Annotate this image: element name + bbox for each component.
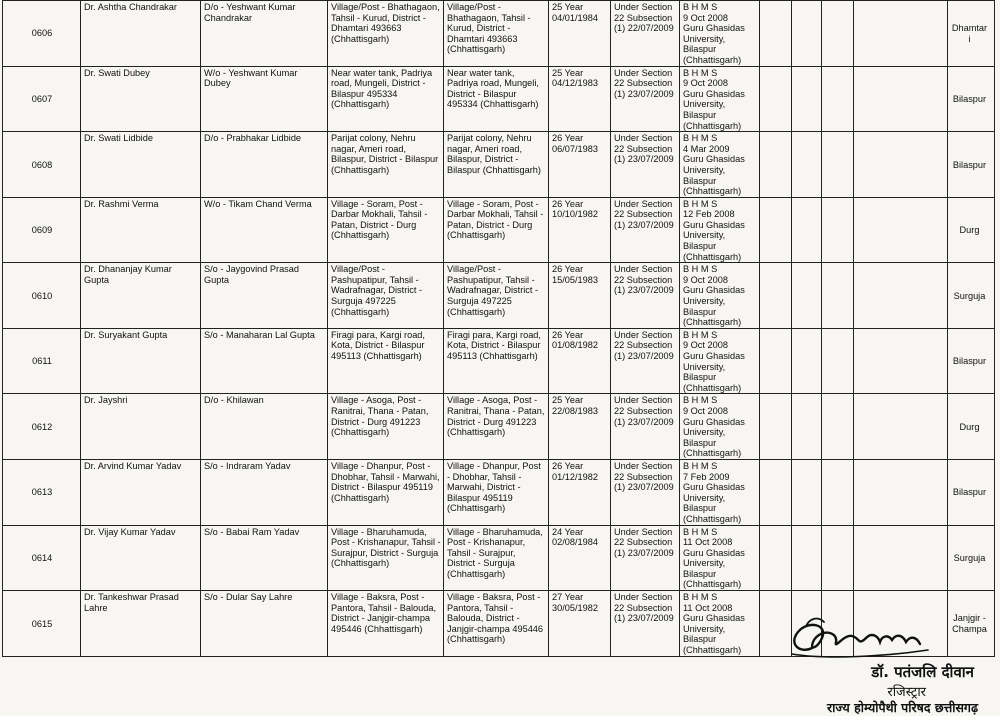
district [948,394,995,460]
age-dob-cell [549,328,611,394]
relation: S/o - Jaygovind Prasad Gupta [201,263,328,329]
present-address: Village/Post - Bhathagaon, Tahsil - Kurud, District - Dhamtari 493663 (Chhattisgarh) [444,1,549,67]
age: 25 Year [552,67,584,78]
qualification-cell [680,1,760,67]
present-address: Village - Dhanpur, Post - Dhobhar, Tahsil - Marwahi, District - Bilaspur 495119 (Chhattisgarh) [444,459,549,525]
university: Guru Ghasidas University, Bilaspur (Chhattisgarh) [683,285,745,328]
relation: W/o - Tikam Chand Verma [201,197,328,263]
blank-cell [854,197,948,263]
table-body [3,1,995,657]
district [948,132,995,198]
district [948,459,995,525]
date-of-birth: 01/08/1982 [552,340,598,351]
blank-cell [760,66,792,132]
qualification-date: 11 Oct 2008 [683,602,733,613]
blank-cell [792,525,822,591]
blank-cell [822,66,854,132]
practitioner-name: Dr. Tankeshwar Prasad Lahre [81,591,201,657]
age-dob-cell [549,197,611,263]
university: Guru Ghasidas University, Bilaspur (Chhattisgarh) [683,154,745,197]
qualification: B H M S [683,526,718,537]
present-address: Village - Soram, Post - Darbar Mokhali, Tahsil - Patan, District - Durg (Chhattisgarh) [444,197,549,263]
blank-cell [822,132,854,198]
blank-cell [854,132,948,198]
serial-number: 0610 [3,263,81,329]
age: 26 Year [552,264,584,275]
registration-section: Under Section 22 Subsection (1) 23/07/2009 [611,132,680,198]
qualification: B H M S [683,133,718,144]
practitioner-name: Dr. Jayshri [81,394,201,460]
serial-number: 0609 [3,197,81,263]
district-name: Durg [959,421,980,432]
table-row [3,66,995,132]
qualification-cell [680,459,760,525]
qualification-cell [680,132,760,198]
registration-section: Under Section 22 Subsection (1) 23/07/2009 [611,66,680,132]
district-name: Bilaspur [952,159,987,170]
qualification-cell [680,263,760,329]
practitioner-name: Dr. Arvind Kumar Yadav [81,459,201,525]
qualification-date: 12 Feb 2008 [683,209,735,220]
qualification: B H M S [683,67,718,78]
practitioner-name: Dr. Rashmi Verma [81,197,201,263]
date-of-birth: 10/10/1982 [552,209,598,220]
blank-cell [822,263,854,329]
table-row [3,459,995,525]
qualification: B H M S [683,264,718,275]
district [948,263,995,329]
serial-number: 0608 [3,132,81,198]
district-name: Bilaspur [952,487,987,498]
university: Guru Ghasidas University, Bilaspur (Chhattisgarh) [683,23,745,65]
blank-cell [822,197,854,263]
blank-cell [854,263,948,329]
blank-cell [760,394,792,460]
blank-cell [792,197,822,263]
university: Guru Ghasidas University, Bilaspur (Chhattisgarh) [683,351,745,393]
relation: D/o - Yeshwant Kumar Chandrakar [201,1,328,67]
practitioner-name: Dr. Swati Lidbide [81,132,201,198]
serial-number: 0615 [3,591,81,657]
blank-cell [792,263,822,329]
blank-cell [822,328,854,394]
qualification-date: 9 Oct 2008 [683,274,728,285]
relation: S/o - Dular Say Lahre [201,591,328,657]
university: Guru Ghasidas University, Bilaspur (Chhattisgarh) [683,613,745,656]
permanent-address: Village - Soram, Post - Darbar Mokhali, Tahsil - Patan, District - Durg (Chhattisgarh) [328,197,444,263]
table-row [3,197,995,263]
serial-number: 0607 [3,66,81,132]
university: Guru Ghasidas University, Bilaspur (Chhattisgarh) [683,482,745,524]
qualification: B H M S [683,329,718,340]
permanent-address: Near water tank, Padriya road, Mungeli, District - Bilaspur 495334 (Chhattisgarh) [328,66,444,132]
age: 25 Year [552,395,584,406]
qualification-cell [680,525,760,591]
relation: D/o - Khilawan [201,394,328,460]
registration-table [2,0,995,657]
present-address: Village - Baksra, Post - Pantora, Tahsil - Balouda, District - Janjgir-champa 495446 (Chhattisgarh) [444,591,549,657]
present-address: Firagi para, Kargi road, Kota, District - Bilaspur 495113 (Chhattisgarh) [444,328,549,394]
district [948,197,995,263]
blank-cell [854,328,948,394]
qualification-date: 11 Oct 2008 [683,537,733,548]
blank-cell [822,459,854,525]
present-address: Village - Bharuhamuda, Post - Krishanapur, Tahsil - Surajpur, District - Surguja (Chhattisgarh) [444,525,549,591]
university: Guru Ghasidas University, Bilaspur (Chhattisgarh) [683,88,745,131]
district-name: Surguja [953,290,986,301]
district-name: Dhamtari [951,23,988,44]
qualification: B H M S [683,395,718,406]
age: 26 Year [552,198,584,209]
practitioner-name: Dr. Suryakant Gupta [81,328,201,394]
relation: S/o - Manaharan Lal Gupta [201,328,328,394]
permanent-address: Village/Post - Pashupatipur, Tahsil - Wadrafnagar, District - Surguja 497225 (Chhattisgarh) [328,263,444,329]
date-of-birth: 15/05/1983 [552,274,598,285]
blank-cell [792,394,822,460]
relation: S/o - Babai Ram Yadav [201,525,328,591]
blank-cell [760,132,792,198]
age-dob-cell [549,459,611,525]
blank-cell [792,459,822,525]
district [948,1,995,67]
qualification: B H M S [683,198,718,209]
qualification: B H M S [683,592,718,603]
blank-cell [792,328,822,394]
present-address: Near water tank, Padriya road, Mungeli, District - Bilaspur 495334 (Chhattisgarh) [444,66,549,132]
qualification: B H M S [683,460,718,471]
qualification-date: 7 Feb 2009 [683,471,730,482]
permanent-address: Village - Baksra, Post - Pantora, Tahsil - Balouda, District - Janjgir-champa 495446 (Chhattisgarh) [328,591,444,657]
table-row [3,328,995,394]
district-name: Bilaspur [952,356,987,367]
blank-cell [760,197,792,263]
table-row [3,132,995,198]
registration-section: Under Section 22 Subsection (1) 22/07/2009 [611,1,680,67]
age-dob-cell [549,263,611,329]
serial-number: 0606 [3,1,81,67]
age: 26 Year [552,460,584,471]
practitioner-name: Dr. Swati Dubey [81,66,201,132]
qualification-cell [680,66,760,132]
blank-cell [854,66,948,132]
table-row [3,525,995,591]
registration-section: Under Section 22 Subsection (1) 23/07/2009 [611,525,680,591]
district-name: Durg [959,225,980,236]
qualification-cell [680,197,760,263]
registration-section: Under Section 22 Subsection (1) 23/07/2009 [611,459,680,525]
permanent-address: Firagi para, Kargi road, Kota, District - Bilaspur 495113 (Chhattisgarh) [328,328,444,394]
age: 26 Year [552,329,584,340]
council-name: राज्य होम्योपैथी परिषद छत्तीसगढ़ [826,700,978,715]
permanent-address: Parijat colony, Nehru nagar, Ameri road, Bilaspur, District - Bilaspur (Chhattisgarh) [328,132,444,198]
permanent-address: Village - Bharuhamuda, Post - Krishanapur, Tahsil - Surajpur, District - Surguja (Chhattisgarh) [328,525,444,591]
blank-cell [854,1,948,67]
permanent-address: Village - Dhanpur, Post - Dhobhar, Tahsil - Marwahi, District - Bilaspur 495119 (Chhattisgarh) [328,459,444,525]
age: 25 Year [552,2,584,12]
age: 24 Year [552,526,584,537]
blank-cell [822,1,854,67]
university: Guru Ghasidas University, Bilaspur (Chhattisgarh) [683,219,745,262]
blank-cell [760,328,792,394]
blank-cell [854,525,948,591]
age-dob-cell [549,591,611,657]
serial-number: 0613 [3,459,81,525]
registration-section: Under Section 22 Subsection (1) 23/07/2009 [611,328,680,394]
qualification-cell [680,328,760,394]
blank-cell [760,1,792,67]
registration-section: Under Section 22 Subsection (1) 23/07/2009 [611,263,680,329]
relation: W/o - Yeshwant Kumar Dubey [201,66,328,132]
table-row [3,394,995,460]
permanent-address: Village/Post - Bhathagaon, Tahsil - Kurud, District - Dhamtari 493663 (Chhattisgarh) [328,1,444,67]
qualification-date: 4 Mar 2009 [683,143,730,154]
blank-cell [792,66,822,132]
date-of-birth: 30/05/1982 [552,602,598,613]
practitioner-name: Dr. Ashtha Chandrakar [81,1,201,67]
serial-number: 0612 [3,394,81,460]
age: 26 Year [552,133,584,144]
registration-section: Under Section 22 Subsection (1) 23/07/2009 [611,197,680,263]
district [948,525,995,591]
qualification: B H M S [683,2,718,12]
age: 27 Year [552,592,584,603]
present-address: Village/Post - Pashupatipur, Tahsil - Wadrafnagar, District - Surguja 497225 (Chhattisgarh) [444,263,549,329]
district [948,328,995,394]
relation: D/o - Prabhakar Lidbide [201,132,328,198]
serial-number: 0614 [3,525,81,591]
relation: S/o - Indraram Yadav [201,459,328,525]
table-row [3,1,995,67]
age-dob-cell [549,66,611,132]
age-dob-cell [549,132,611,198]
qualification-cell [680,394,760,460]
blank-cell [760,525,792,591]
blank-cell [792,132,822,198]
registration-section: Under Section 22 Subsection (1) 23/07/2009 [611,591,680,657]
table-row [3,263,995,329]
blank-cell [854,459,948,525]
registration-section: Under Section 22 Subsection (1) 23/07/2009 [611,394,680,460]
university: Guru Ghasidas University, Bilaspur (Chhattisgarh) [683,547,745,590]
permanent-address: Village - Asoga, Post - Ranitrai, Thana - Patan, District - Durg 491223 (Chhattisgarh) [328,394,444,460]
date-of-birth: 06/07/1983 [552,143,598,154]
blank-cell [760,263,792,329]
registrar-signature-block [730,606,990,715]
blank-cell [760,459,792,525]
qualification-date: 9 Oct 2008 [683,78,728,89]
blank-cell [854,394,948,460]
date-of-birth: 04/01/1984 [552,12,598,23]
district-name: Bilaspur [952,94,987,105]
blank-cell [792,1,822,67]
present-address: Parijat colony, Nehru nagar, Ameri road, Bilaspur, District - Bilaspur (Chhattisgarh) [444,132,549,198]
age-dob-cell [549,1,611,67]
age-dob-cell [549,525,611,591]
practitioner-name: Dr. Vijay Kumar Yadav [81,525,201,591]
present-address: Village - Asoga, Post - Ranitrai, Thana - Patan, District - Durg 491223 (Chhattisgarh) [444,394,549,460]
date-of-birth: 01/12/1982 [552,471,598,482]
date-of-birth: 22/08/1983 [552,405,598,416]
age-dob-cell [549,394,611,460]
qualification-date: 9 Oct 2008 [683,12,728,23]
university: Guru Ghasidas University, Bilaspur (Chhattisgarh) [683,416,745,459]
blank-cell [822,525,854,591]
qualification-date: 9 Oct 2008 [683,405,728,416]
date-of-birth: 02/08/1984 [552,537,598,548]
serial-number: 0611 [3,328,81,394]
qualification-date: 9 Oct 2008 [683,340,728,351]
registrar-name: डॉ. पतंजलि दीवान [871,663,974,681]
district-name: Surguja [953,552,986,563]
practitioner-name: Dr. Dhananjay Kumar Gupta [81,263,201,329]
blank-cell [822,394,854,460]
district [948,66,995,132]
registrar-title: रजिस्ट्रार [887,685,926,700]
handwritten-signature [778,614,938,662]
district-name: Janjgir - Champa [952,613,987,634]
date-of-birth: 04/12/1983 [552,78,598,89]
